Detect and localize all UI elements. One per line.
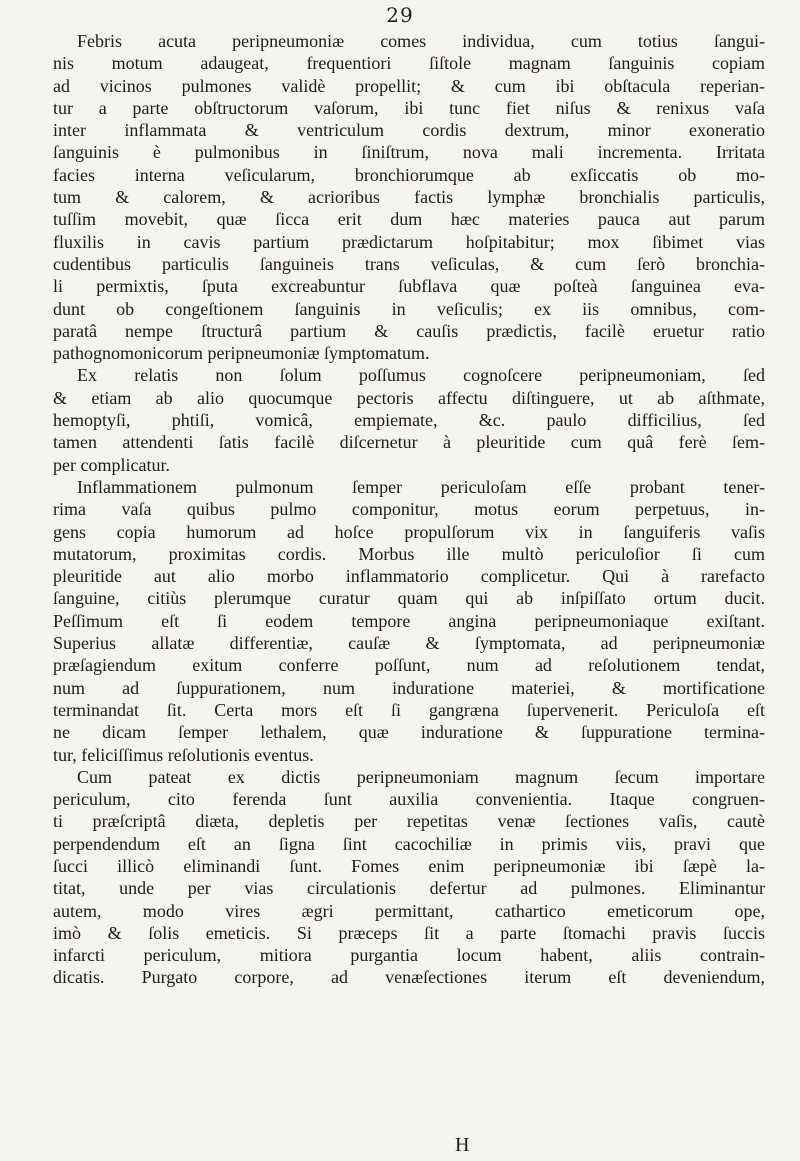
- text-line: ſanguine, citiùs plerumque curatur quam qui ab inſpiſſato ortum ducit.: [53, 588, 765, 609]
- text-line: tamen attendenti ſatis facilè diſcernetur à pleuritide cum quâ ferè ſem-: [53, 432, 765, 453]
- text-line: per complicatur.: [53, 454, 170, 475]
- text-line: mutatorum, proximitas cordis. Morbus ille multò periculoſior ſi cum: [53, 543, 765, 564]
- text-line: & etiam ab alio quocumque pectoris affectu diſtinguere, ut ab aſthmate,: [53, 387, 765, 408]
- text-line: imò & ſolis emeticis. Si præceps ſit a parte ſtomachi pravis ſuccis: [53, 922, 765, 943]
- text-line: Febris acuta peripneumoniæ comes individua, cum totius ſangui-: [77, 31, 765, 51]
- text-line: periculum, cito ferenda ſunt auxilia convenientia. Itaque congruen-: [53, 789, 765, 810]
- text-line: titat, unde per vias circulationis defertur ad pulmones. Eliminantur: [53, 878, 765, 899]
- text-line: Inflammationem pulmonum ſemper periculoſam eſſe probant tener-: [77, 476, 765, 497]
- text-line: pathognomonicorum peripneumoniæ ſymptomatum.: [53, 343, 430, 364]
- text-line: ad vicinos pulmones validè propellit; & cum ibi obſtacula reperian-: [53, 75, 765, 96]
- text-line: nis motum adaugeat, frequentiori ſiſtole magnam ſanguinis copiam: [53, 53, 765, 74]
- text-line: facies interna veſicularum, bronchiorumque ab exſiccatis ob mo-: [53, 164, 765, 185]
- body-text: [53, 30, 765, 989]
- text-line: tur a parte obſtructorum vaſorum, ibi tunc fiet niſus & renixus vaſa: [53, 97, 765, 118]
- text-line: infarcti periculum, mitiora purgantia locum habent, aliis contrain-: [53, 945, 765, 966]
- text-line: Peſſimum eſt ſi eodem tempore angina peripneumoniaque exiſtant.: [53, 610, 765, 631]
- text-line: fluxilis in cavis partium prædictarum hoſpitabitur; mox ſibimet vias: [53, 231, 765, 252]
- text-line: tum & calorem, & acrioribus factis lymphæ bronchialis particulis,: [53, 187, 765, 208]
- text-line: li permixtis, ſputa excreabuntur ſubflava quæ poſteà ſanguinea eva-: [53, 276, 765, 297]
- text-line: dunt ob congeſtionem ſanguinis in veſiculis; ex iis omnibus, com-: [53, 298, 765, 319]
- text-line: pleuritide aut alio morbo inflammatorio complicetur. Qui à rarefacto: [53, 566, 765, 587]
- text-line: dicatis. Purgato corpore, ad venæſectiones iterum eſt deveniendum,: [53, 967, 765, 988]
- text-line: ſanguinis è pulmonibus in ſiniſtrum, nova mali incrementa. Irritata: [53, 142, 765, 163]
- signature-mark: H: [455, 1134, 470, 1156]
- text-line: Ex relatis non ſolum poſſumus cognoſcere peripneumoniam, ſed: [77, 365, 765, 386]
- text-line: autem, modo vires ægri permittant, cathartico emeticorum ope,: [53, 900, 765, 921]
- text-line: ne dicam ſemper lethalem, quæ induratione & ſuppuratione termina-: [53, 722, 765, 743]
- text-line: num ad ſuppurationem, num induratione materiei, & mortificatione: [53, 677, 765, 698]
- text-line: hemoptyſi, phtiſi, vomicâ, empiemate, &c. paulo difficilius, ſed: [53, 410, 765, 431]
- text-line: paratâ nempe ſtructurâ partium & cauſis prædictis, facilè eruetur ratio: [53, 320, 765, 341]
- text-line: gens copia humorum ad hoſce propulſorum vix in ſanguiferis vaſis: [53, 521, 765, 542]
- text-line: ſucci illicò eliminandi ſunt. Fomes enim peripneumoniæ ibi ſæpè la-: [53, 855, 765, 876]
- text-line: tur, feliciſſimus reſolutionis eventus.: [53, 744, 314, 765]
- text-line: Superius allatæ differentiæ, cauſæ & ſymptomata, ad peripneumoniæ: [53, 633, 765, 654]
- text-line: præſagiendum exitum conferre poſſunt, num ad reſolutionem tendat,: [53, 655, 765, 676]
- text-line: inter inflammata & ventriculum cordis dextrum, minor exoneratio: [53, 120, 765, 141]
- page-number: 29: [386, 3, 414, 27]
- text-line: perpendendum eſt an ſigna ſint cacochiliæ in primis viis, pravi que: [53, 833, 765, 854]
- text-line: rima vaſa quibus pulmo componitur, motus eorum perpetuus, in-: [53, 499, 765, 520]
- text-line: terminandat ſit. Certa mors eſt ſi gangræna ſupervenerit. Periculoſa eſt: [53, 699, 765, 720]
- text-line: tuſſim movebit, quæ ſicca erit dum hæc materies pauca aut parum: [53, 209, 765, 230]
- text-line: cudentibus particulis ſanguineis trans veſiculas, & cum ſerò bronchia-: [53, 253, 765, 274]
- text-line: ti præſcriptâ diæta, depletis per repetitas venæ ſectiones vaſis, cautè: [53, 811, 765, 832]
- text-line: Cum pateat ex dictis peripneumoniam magnum ſecum importare: [77, 766, 765, 787]
